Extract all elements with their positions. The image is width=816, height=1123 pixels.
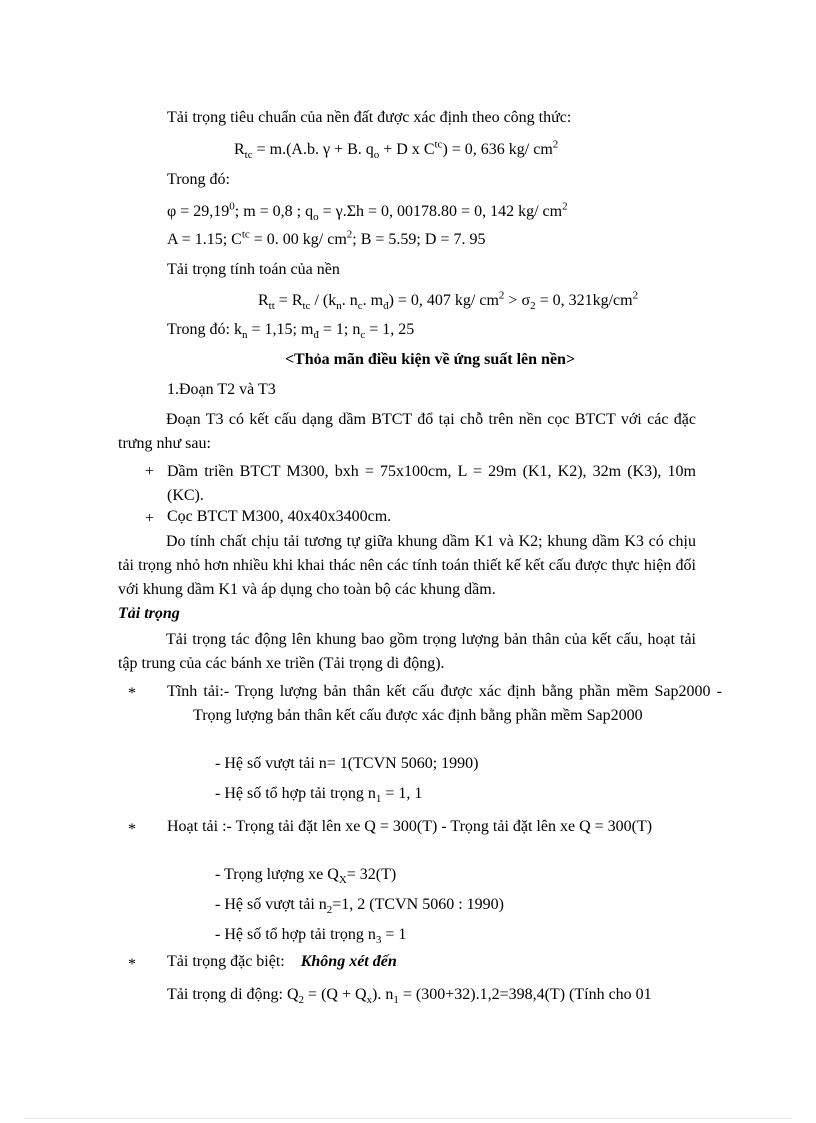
list-item-tinh-tai: Tĩnh tải:- Trọng lượng bản thân kết cấu được xác định bằng phần mềm Sap2000 - Trọng lượng bản thân kết cấu được xác định bằng phần mềm Sap2000 [167,683,722,724]
list-item-coc: Cọc BTCT M300, 40x40x3400cm. [167,508,392,525]
list-item-hoat-tai: Hoạt tải :- Trọng tải đặt lên xe Q = 300(T) - Trọng tải đặt lên xe Q = 300(T) [167,818,653,835]
page-bottom-divider [24,1118,792,1119]
paragraph-doan-t3: Đoạn T3 có kết cấu dạng dầm BTCT đổ tại chỗ trên nền cọc BTCT với các đặc trưng như sau: [118,411,696,452]
section-title: 1.Đoạn T2 và T3 [167,381,276,398]
formula-coeff-kn: Trong đó: $k_n = 1,15$; $m_đ = 1$; $n_c = 1$, 25 [167,321,415,342]
trong-do-label: Trong đó: [167,171,230,188]
paragraph-tinh-chat: Do tính chất chịu tải tương tự giữa khung dầm K1 và K2; khung dầm K3 có chịu tải trọng nhỏ hơn nhiều khi khai thác nên các tính toán thiết kế kết cấu được thực hiện đối với khung dầm K1 và áp dụng cho toàn bộ các khung dầm. [118,533,696,598]
paragraph-intro: Tải trọng tiêu chuẩn của nền đất được xác định theo công thức: [167,109,572,126]
star-bullet: * [128,821,136,838]
centered-heading: <Thỏa mãn điều kiện về ứng suất lên nền> [284,351,576,368]
plus-bullet: + [145,510,155,527]
formula-rtt: $R_{tt} = R_{tc} / (k_n$. $n_c$. $m_đ) = 0$, 407 kg/ $cm^2 > \sigma_2 = 0$, $321kg/cm^2$ [258,289,639,313]
formula-rtc: $R_{tc} = m.(A.b$. γ + B. $q_o + D$ x $C^{tc}) = 0$, 636 kg/ $cm^2$ [234,138,559,162]
dac-biet-value: Không xét đến [300,953,397,970]
he-so-to-hop-1: - Hệ số tổ hợp tải trọng $n_1 = 1$, 1 [215,785,423,806]
plus-bullet: + [145,463,155,480]
star-bullet: * [128,685,136,702]
paragraph-tai-trong-tinh-toan: Tải trọng tính toán của nền [167,261,340,278]
list-item-dam-trien: Dầm triền BTCT M300, bxh = 75x100cm, L = 29m (K1, K2), 32m (K3), 10m (KC). [167,463,696,504]
tai-trong-di-dong: Tải trọng di động: $Q_2 = (Q + Q_x)$. $n_1 = (300+32).1,2=398,4(T)$ (Tính cho 01 [167,986,652,1007]
he-so-to-hop-3: - Hệ số tổ hợp tải trọng $n_3 = 1$ [215,926,407,947]
formula-coefficients: A = 1.15; $C^{tc} = 0$. 00 kg/ $cm^2$; B = 5.59; D = 7. 95 [167,228,486,248]
heading-tai-trong: Tải trọng [118,605,180,622]
trong-luong-xe: - Trọng lượng xe $Q_X= 32(T)$ [215,866,397,887]
formula-phi: $\varphi = 29,19^0$; m = 0,8 ; $q_o = \gamma.\Sigma h = 0$, 00178.80 = 0, 142 kg/ $cm^2$ [167,200,568,224]
paragraph-tai-trong: Tải trọng tác động lên khung bao gồm trọng lượng bản thân của kết cấu, hoạt tải tập trung của các bánh xe triền (Tải trọng di động). [118,631,696,672]
he-so-vuot-tai-2: - Hệ số vượt tải $n_2=1$, 2 (TCVN 5060 : 1990) [215,896,504,917]
star-bullet: * [128,956,136,973]
he-so-vuot-tai: - Hệ số vượt tải n= 1(TCVN 5060; 1990) [215,755,479,772]
list-item-dac-biet: Tải trọng đặc biệt: Không xét đến [167,953,397,970]
